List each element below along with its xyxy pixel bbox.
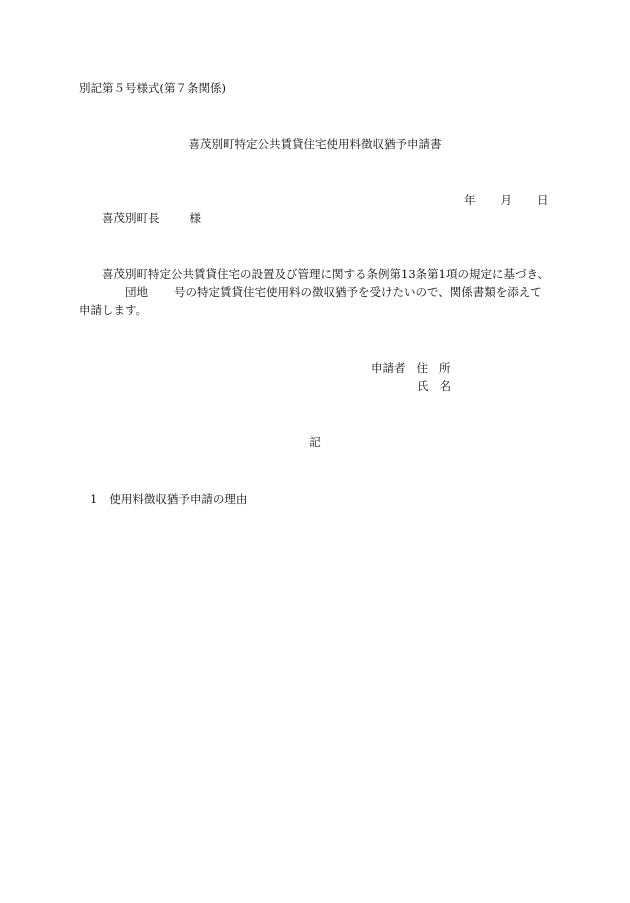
item-1-number: 1 [90, 492, 98, 506]
addressee-honorific: 様 [189, 211, 201, 225]
document-title: 喜茂別町特定公共賃貸住宅使用料徴収猶予申請書 [188, 137, 442, 151]
address-label-1: 住 [416, 361, 428, 375]
name-label-2: 名 [439, 379, 451, 393]
applicant-address-row [371, 360, 451, 376]
applicant-label: 申請者 [371, 361, 406, 375]
addressee [102, 210, 201, 226]
ki-marker: 記 [309, 435, 321, 449]
item-1-text: 使用料徴収猶予申請の理由 [109, 492, 248, 506]
date-month: 月 [500, 193, 512, 207]
date-line [464, 192, 549, 208]
address-label-2: 所 [439, 361, 451, 375]
applicant-name-row [417, 378, 451, 394]
name-label-1: 氏 [417, 379, 429, 393]
date-year: 年 [464, 193, 476, 207]
body-line-2: 団地 号の特定賃貸住宅使用料の徴収猶予を受けたいので、関係書類を添えて [125, 285, 542, 299]
body-text [79, 265, 549, 319]
form-label: 別記第５号様式(第７条関係) [79, 81, 226, 95]
body-line-3: 申請します。 [79, 303, 148, 317]
addressee-name: 喜茂別町長 [102, 211, 160, 225]
danchi-label: 団地 [125, 285, 148, 299]
body-line-1: 喜茂別町特定公共賃貸住宅の設置及び管理に関する条例第13条第1項の規定に基づき、 [102, 267, 549, 281]
date-day: 日 [537, 193, 549, 207]
item-1 [90, 491, 247, 507]
